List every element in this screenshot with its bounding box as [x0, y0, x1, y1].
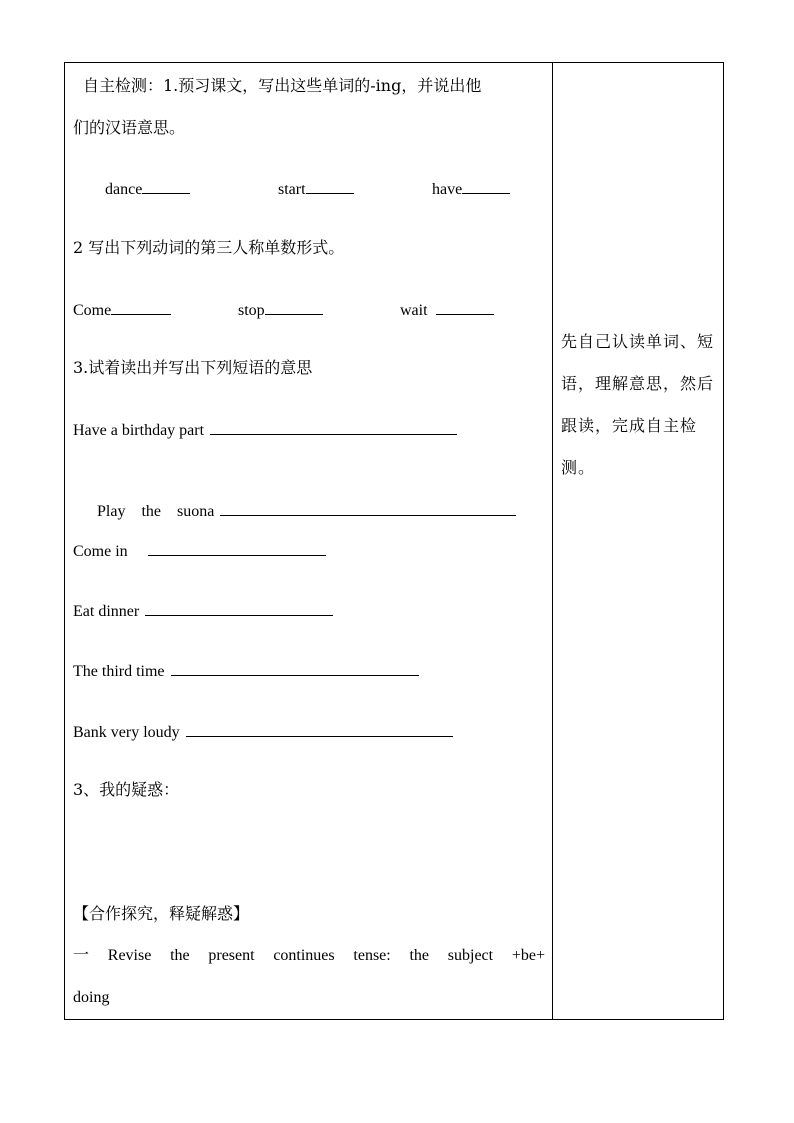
revise-word: continues: [273, 947, 335, 964]
check-heading: 自主检测：1.预习课文，写出这些单词的-ing，并说出他: [83, 76, 482, 95]
revise-word: tense:: [353, 947, 391, 964]
answer-blank[interactable]: [436, 299, 494, 315]
phrase-label: Bank very loudy: [73, 724, 180, 741]
answer-blank[interactable]: [145, 600, 333, 616]
revise-word: the: [409, 947, 430, 964]
revise-word: 一: [73, 947, 90, 964]
revise-word: +be+: [511, 947, 545, 964]
word-item: [105, 178, 190, 200]
word-item: [238, 299, 323, 321]
word-label: start: [278, 181, 306, 198]
worksheet-table: [64, 62, 724, 1020]
main-column: [65, 63, 552, 1019]
phrase-item: [73, 721, 453, 743]
side-column: [553, 63, 723, 1019]
phrase-item: [73, 660, 419, 682]
phrase-label: The third time: [73, 663, 165, 680]
doubts-heading: 3、我的疑惑：: [73, 780, 180, 799]
answer-blank[interactable]: [148, 540, 326, 556]
phrase-item: [73, 480, 516, 542]
task3-heading: 3.试着读出并写出下列短语的意思: [73, 358, 313, 377]
revise-word: subject: [447, 947, 494, 964]
phrase-label: Come in: [73, 543, 128, 560]
revise-line-cont: doing: [73, 989, 110, 1006]
word-label: stop: [238, 302, 265, 319]
revise-word: present: [208, 947, 255, 964]
phrase-label: Play the suona: [97, 503, 215, 520]
phrase-label: Have a birthday part: [73, 422, 205, 439]
check-heading-cont: 们的汉语意思。: [73, 118, 186, 137]
phrase-label: Eat dinner: [73, 603, 140, 620]
answer-blank[interactable]: [111, 299, 171, 315]
word-label: Come: [73, 302, 112, 319]
answer-blank[interactable]: [462, 178, 510, 194]
word-label: wait: [400, 302, 428, 319]
word-item: [73, 299, 171, 321]
answer-blank[interactable]: [306, 178, 354, 194]
answer-blank[interactable]: [186, 721, 453, 737]
word-label: dance: [105, 181, 143, 198]
phrase-item: [73, 540, 326, 562]
answer-blank[interactable]: [265, 299, 323, 315]
word-item: [400, 299, 494, 321]
coop-heading: 【合作探究，释疑解惑】: [73, 904, 250, 923]
revise-word: the: [170, 947, 190, 964]
word-label: have: [432, 181, 463, 198]
revise-word: Revise: [107, 947, 152, 964]
task2-heading: 2 写出下列动词的第三人称单数形式。: [73, 238, 345, 257]
phrase-item: [73, 419, 457, 441]
side-instruction: 先自己认读单词、短语，理解意思，然后跟读，完成自主检测。: [561, 332, 715, 477]
word-item: [278, 178, 354, 200]
answer-blank[interactable]: [220, 500, 516, 516]
answer-blank[interactable]: [210, 419, 457, 435]
answer-blank[interactable]: [171, 660, 419, 676]
word-item: [432, 178, 510, 200]
revise-line: [73, 946, 545, 966]
phrase-item: [73, 600, 333, 622]
answer-blank[interactable]: [142, 178, 190, 194]
